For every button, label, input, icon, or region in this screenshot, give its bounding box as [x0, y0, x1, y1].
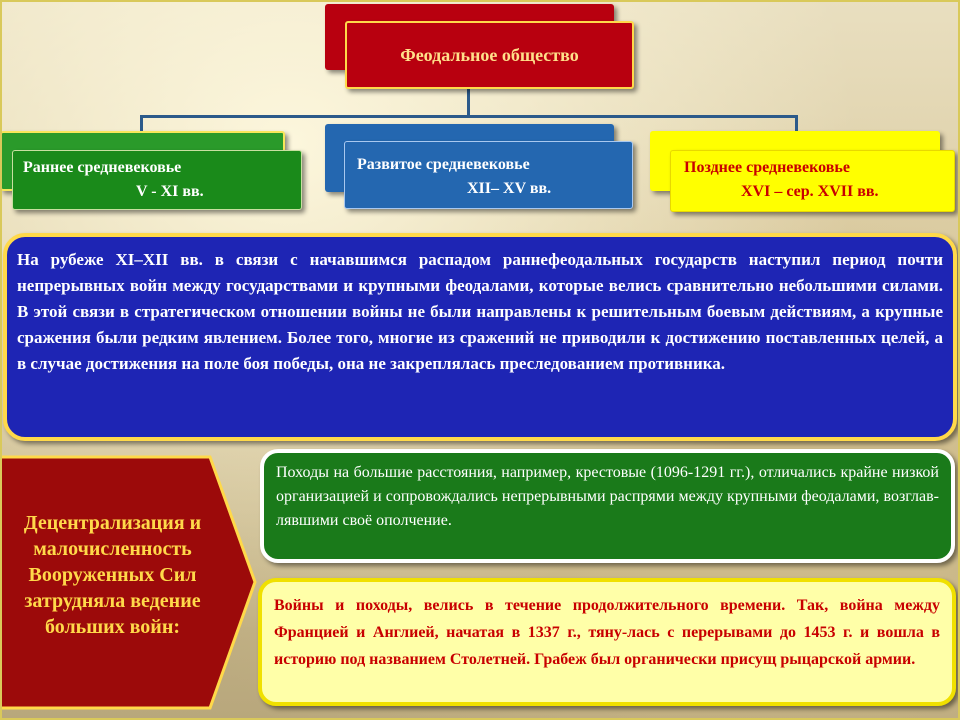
crusades-paragraph: Походы на большие расстояния, например, крестовые (1096-1291 гг.), отличались крайне низкой организацией и сопровождались непрерывными распрями между крупными феодалами, возглав-лявшими своё ополчение. — [260, 449, 955, 563]
late-period-years: XVI – сер. XVII вв. — [741, 183, 879, 200]
early-period-years: V - XI вв. — [136, 183, 204, 200]
developed-period-box — [344, 141, 633, 209]
late-period-name: Позднее средневековье — [684, 159, 850, 176]
early-period-name: Раннее средневековье — [23, 159, 182, 176]
connector-vertical-top — [467, 89, 470, 117]
developed-period-years: XII– XV вв. — [467, 180, 552, 197]
main-paragraph: На рубеже XI–XII вв. в связи с начавшимся распадом раннефеодальных государств наступил период почти непрерывных войн между государствами и крупными феодалами, которые велись сравнительно небольшими силами. В этой связи в стратегическом отношении войны не были направлены к решительным боевым действиям, а крупные сражения были редким явлением. Более того, многие из сражений не приводили к достижению поставленных целей, а в случае достижения на поле боя победы, она не закреплялась преследованием противника. — [3, 233, 957, 441]
connector-horizontal — [140, 115, 798, 118]
late-period-box — [670, 150, 955, 212]
developed-period-name: Развитое средневековье — [357, 156, 530, 173]
title-box — [345, 21, 634, 89]
title-text: Феодальное общество — [400, 44, 579, 65]
early-period-box — [12, 150, 302, 210]
left-arrow-text: Децентрализация и малочисленность Вооруженных Сил затрудняла ведение больших войн: — [23, 512, 202, 638]
hundred-years-war-paragraph: Войны и походы, велись в течение продолжительного времени. Так, война между Францией и Англией, начатая в 1337 г., тяну-лась с перерывами до 1453 г. и вошла в историю под названием Столетней. Грабеж был органически присущ рыцарской армии. — [258, 578, 956, 706]
left-arrow-box — [0, 455, 258, 710]
